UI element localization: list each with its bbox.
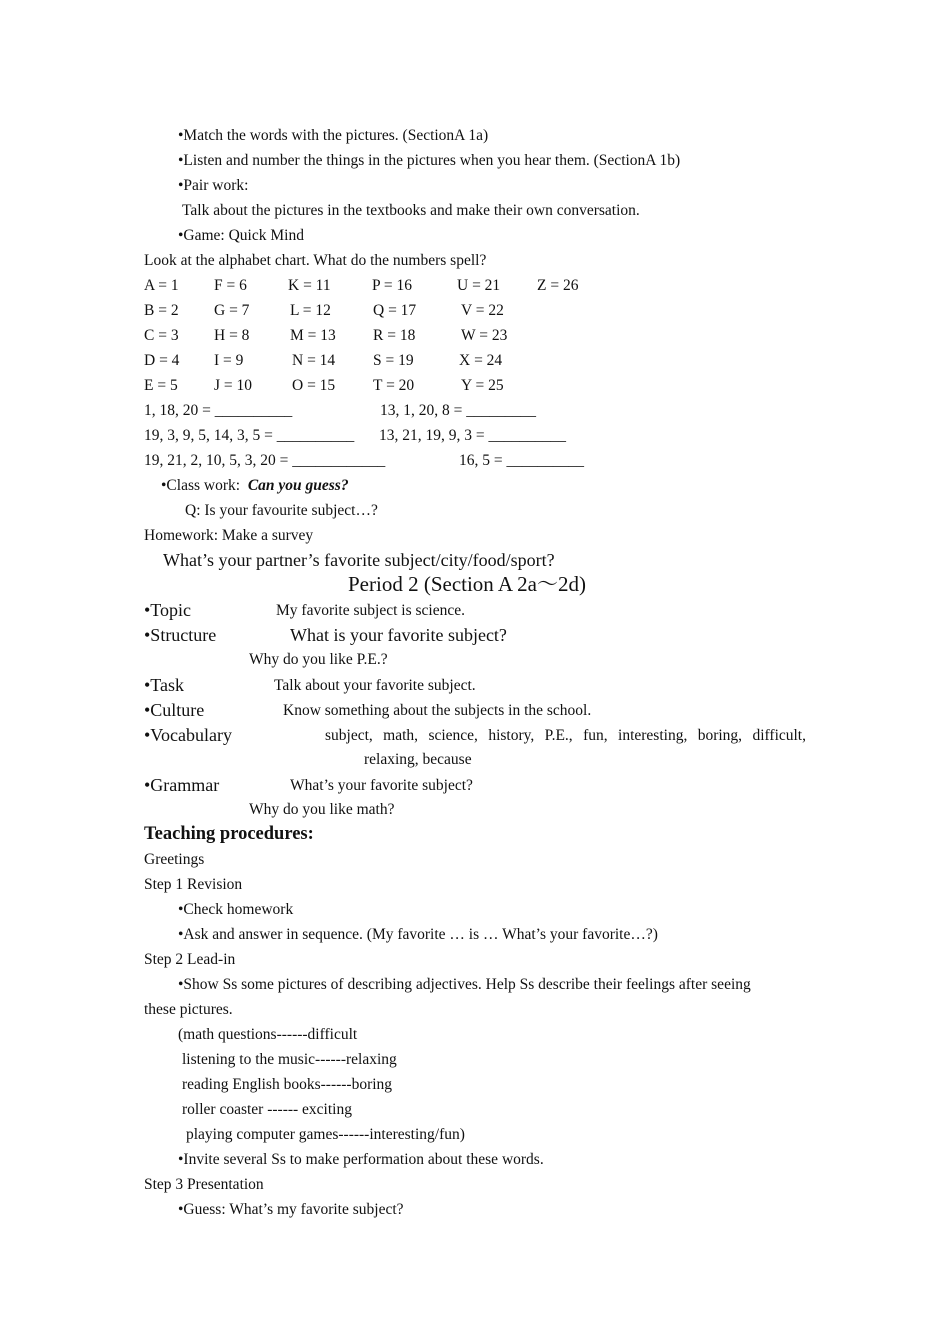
chart-intro: Look at the alphabet chart. What do the numbers spell? — [144, 252, 487, 269]
chart-cell: D = 4 — [144, 352, 180, 369]
chart-cell: I = 9 — [214, 352, 244, 369]
chart-cell: B = 2 — [144, 302, 179, 319]
chart-cell: W = 23 — [461, 327, 508, 344]
structure-value-2: Why do you like P.E.? — [249, 651, 388, 668]
adjective-pair: reading English books------boring — [182, 1076, 393, 1093]
chart-cell: S = 19 — [373, 352, 414, 369]
chart-cell: U = 21 — [457, 277, 501, 294]
chart-cell: J = 10 — [214, 377, 253, 394]
puzzle-5: 19, 21, 2, 10, 5, 3, 20 = ____________ — [144, 452, 386, 469]
step2-bullet-1-cont: these pictures. — [144, 1001, 233, 1018]
chart-cell: Q = 17 — [373, 302, 417, 319]
step3-heading: Step 3 Presentation — [144, 1176, 264, 1193]
vocabulary-value: subject, math, science, history, P.E., fun, interesting, boring, difficult, — [325, 727, 806, 744]
adjective-pair: playing computer games------interesting/fun) — [186, 1126, 465, 1143]
culture-label: •Culture — [144, 700, 205, 720]
topic-label: •Topic — [144, 600, 192, 620]
topic-value: My favorite subject is science. — [276, 602, 465, 619]
classwork-question: Q: Is your favourite subject…? — [185, 502, 378, 519]
grammar-label: •Grammar — [144, 775, 220, 795]
chart-cell: P = 16 — [372, 277, 413, 294]
chart-cell: C = 3 — [144, 327, 179, 344]
period2-title: Period 2 (Section A 2a～2d) — [348, 572, 586, 596]
chart-cell: L = 12 — [290, 302, 331, 319]
step2-bullet-1: •Show Ss some pictures of describing adjectives. Help Ss describe their feelings after seeing — [178, 976, 751, 993]
puzzle-2: 13, 1, 20, 8 = _________ — [380, 402, 536, 419]
chart-cell: Y = 25 — [461, 377, 504, 394]
puzzle-4: 13, 21, 19, 9, 3 = __________ — [379, 427, 566, 444]
chart-cell: M = 13 — [290, 327, 336, 344]
step1-bullet-1: •Check homework — [178, 901, 294, 918]
procedures-heading: Teaching procedures: — [144, 824, 314, 844]
puzzle-3: 19, 3, 9, 5, 14, 3, 5 = __________ — [144, 427, 355, 444]
puzzle-6: 16, 5 = __________ — [459, 452, 584, 469]
structure-value: What is your favorite subject? — [290, 625, 507, 645]
chart-cell: E = 5 — [144, 377, 178, 394]
adjective-pair: (math questions------difficult — [178, 1026, 358, 1043]
culture-value: Know something about the subjects in the school. — [283, 702, 592, 719]
bullet-match-words: •Match the words with the pictures. (SectionA 1a) — [178, 127, 489, 144]
chart-cell: F = 6 — [214, 277, 247, 294]
adjective-pair: roller coaster ------ exciting — [182, 1101, 352, 1118]
grammar-value-2: Why do you like math? — [249, 801, 395, 818]
chart-cell: Z = 26 — [537, 277, 579, 294]
classwork-label: •Class work: — [161, 477, 241, 494]
puzzle-1: 1, 18, 20 = __________ — [144, 402, 293, 419]
chart-cell: R = 18 — [373, 327, 416, 344]
classwork-guess: Can you guess? — [247, 477, 349, 494]
chart-cell: G = 7 — [214, 302, 250, 319]
classwork-line — [161, 476, 349, 496]
chart-cell: K = 11 — [288, 277, 331, 294]
chart-cell: H = 8 — [214, 327, 250, 344]
chart-cell: A = 1 — [144, 277, 179, 294]
step1-bullet-2: •Ask and answer in sequence. (My favorite … is … What’s your favorite…?) — [178, 926, 658, 943]
step3-bullet-1: •Guess: What’s my favorite subject? — [178, 1201, 404, 1218]
chart-cell: V = 22 — [461, 302, 504, 319]
bullet-pair-work: •Pair work: — [178, 177, 249, 194]
chart-cell: X = 24 — [459, 352, 503, 369]
homework-label: Homework: Make a survey — [144, 527, 314, 544]
pair-work-detail: Talk about the pictures in the textbooks and make their own conversation. — [182, 202, 640, 219]
structure-label: •Structure — [144, 625, 217, 645]
homework-question: What’s your partner’s favorite subject/city/food/sport? — [163, 550, 555, 570]
task-value: Talk about your favorite subject. — [274, 677, 476, 694]
vocabulary-label: •Vocabulary — [144, 725, 232, 745]
task-label: •Task — [144, 675, 185, 695]
bullet-listen-number: •Listen and number the things in the pictures when you hear them. (SectionA 1b) — [178, 152, 681, 169]
vocabulary-value-2: relaxing, because — [364, 751, 472, 768]
greetings: Greetings — [144, 851, 205, 868]
chart-cell: N = 14 — [292, 352, 336, 369]
chart-cell: O = 15 — [292, 377, 336, 394]
step1-heading: Step 1 Revision — [144, 876, 243, 893]
grammar-value: What’s your favorite subject? — [290, 777, 473, 794]
chart-cell: T = 20 — [373, 377, 415, 394]
bullet-game: •Game: Quick Mind — [178, 227, 304, 244]
step2-heading: Step 2 Lead-in — [144, 951, 236, 968]
adjective-pair: listening to the music------relaxing — [182, 1051, 397, 1068]
step2-bullet-2: •Invite several Ss to make performation about these words. — [178, 1151, 544, 1168]
